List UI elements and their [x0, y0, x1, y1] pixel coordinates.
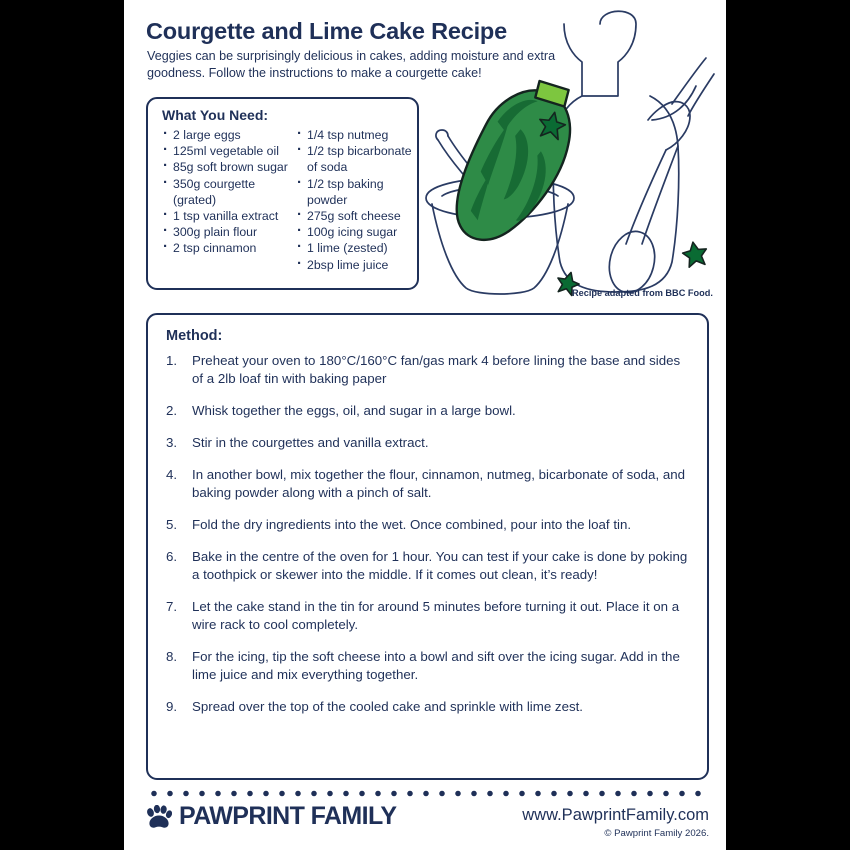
ingredients-panel: [146, 97, 419, 290]
method-step: [166, 352, 693, 389]
method-step: [166, 516, 693, 534]
page-subtitle: Veggies can be surprisingly delicious in cakes, adding moisture and extra goodness. Follow the instructions to make a courgette cake!: [147, 49, 556, 80]
ingredients-column-right: [296, 127, 420, 273]
paw-print-icon: [146, 805, 172, 829]
ingredients-column-left: [162, 127, 297, 257]
website-url[interactable]: www.PawprintFamily.com: [522, 806, 709, 824]
recipe-illustration: [420, 0, 726, 310]
method-step: [166, 648, 693, 685]
method-step-text: In another bowl, mix together the flour, cinnamon, nutmeg, bicarbonate of soda, and baking powder along with a pinch of salt.: [192, 466, 686, 500]
method-step: [166, 548, 693, 585]
method-heading: Method:: [166, 328, 223, 344]
method-step-text: For the icing, tip the soft cheese into a bowl and sift over the icing sugar. Add in the lime juice and mix everything together.: [192, 648, 680, 683]
recipe-credit: Recipe adapted from BBC Food.: [572, 288, 713, 298]
logo-wordmark: PAWPRINT FAMILY: [179, 802, 397, 830]
method-step-number: 5.: [166, 516, 178, 532]
recipe-page: [124, 0, 726, 850]
method-steps-list: [166, 352, 693, 730]
method-step-number: 7.: [166, 598, 178, 614]
method-step-text: Preheat your oven to 180°C/160°C fan/gas mark 4 before lining the base and sides of a 2lb loaf tin with baking paper: [192, 353, 681, 387]
footer-divider: [146, 790, 709, 797]
ingredient-item: · 2 large eggs: [162, 127, 297, 143]
ingredient-item: · 1/2 tsp baking powder: [296, 176, 420, 208]
ingredient-item: · 350g courgette (grated): [162, 176, 297, 208]
ingredient-item: · 1/2 tsp bicarbonate of soda: [296, 143, 420, 175]
ingredient-item: · 100g icing sugar: [296, 224, 420, 240]
method-step-text: Spread over the top of the cooled cake and sprinkle with lime zest.: [192, 698, 583, 714]
method-step-number: 6.: [166, 548, 178, 564]
method-step: [166, 434, 693, 452]
ingredient-item: · 300g plain flour: [162, 224, 297, 240]
method-step: [166, 466, 693, 503]
ingredient-item: · 1 lime (zested): [296, 240, 420, 256]
ingredient-item: · 1 tsp vanilla extract: [162, 208, 297, 224]
ingredient-item: · 125ml vegetable oil: [162, 143, 297, 159]
ingredient-item: · 1/4 tsp nutmeg: [296, 127, 420, 143]
method-step-number: 1.: [166, 353, 178, 368]
ingredient-item: · 275g soft cheese: [296, 208, 420, 224]
method-step-text: Let the cake stand in the tin for around 5 minutes before turning it out. Place it on a wire rack to cool completely.: [192, 598, 680, 632]
method-step-text: Stir in the courgettes and vanilla extract.: [192, 434, 429, 450]
method-step-number: 4.: [166, 466, 178, 482]
method-step-number: 2.: [166, 403, 178, 419]
copyright-text: © Pawprint Family 2026.: [604, 828, 709, 839]
method-panel: [146, 313, 709, 780]
method-step-text: Whisk together the eggs, oil, and sugar in a large bowl.: [192, 403, 516, 419]
page-title: Courgette and Lime Cake Recipe: [146, 18, 507, 44]
method-step: [166, 598, 693, 635]
method-step-number: 9.: [166, 698, 178, 714]
method-step-number: 8.: [166, 648, 178, 664]
method-step: [166, 402, 693, 420]
method-step: [166, 698, 693, 716]
ingredient-item: · 85g soft brown sugar: [162, 159, 297, 175]
method-step-text: Fold the dry ingredients into the wet. Once combined, pour into the loaf tin.: [192, 516, 632, 532]
ingredients-heading: What You Need:: [162, 107, 269, 123]
method-step-number: 3.: [166, 434, 178, 450]
ingredient-item: · 2bsp lime juice: [296, 257, 420, 273]
method-step-text: Bake in the centre of the oven for 1 hour. You can test if your cake is done by poking a toothpick or skewer into the middle. If it comes out clean, it’s ready!: [192, 548, 688, 582]
pawprint-family-logo: [146, 802, 396, 831]
ingredient-item: · 2 tsp cinnamon: [162, 240, 297, 256]
